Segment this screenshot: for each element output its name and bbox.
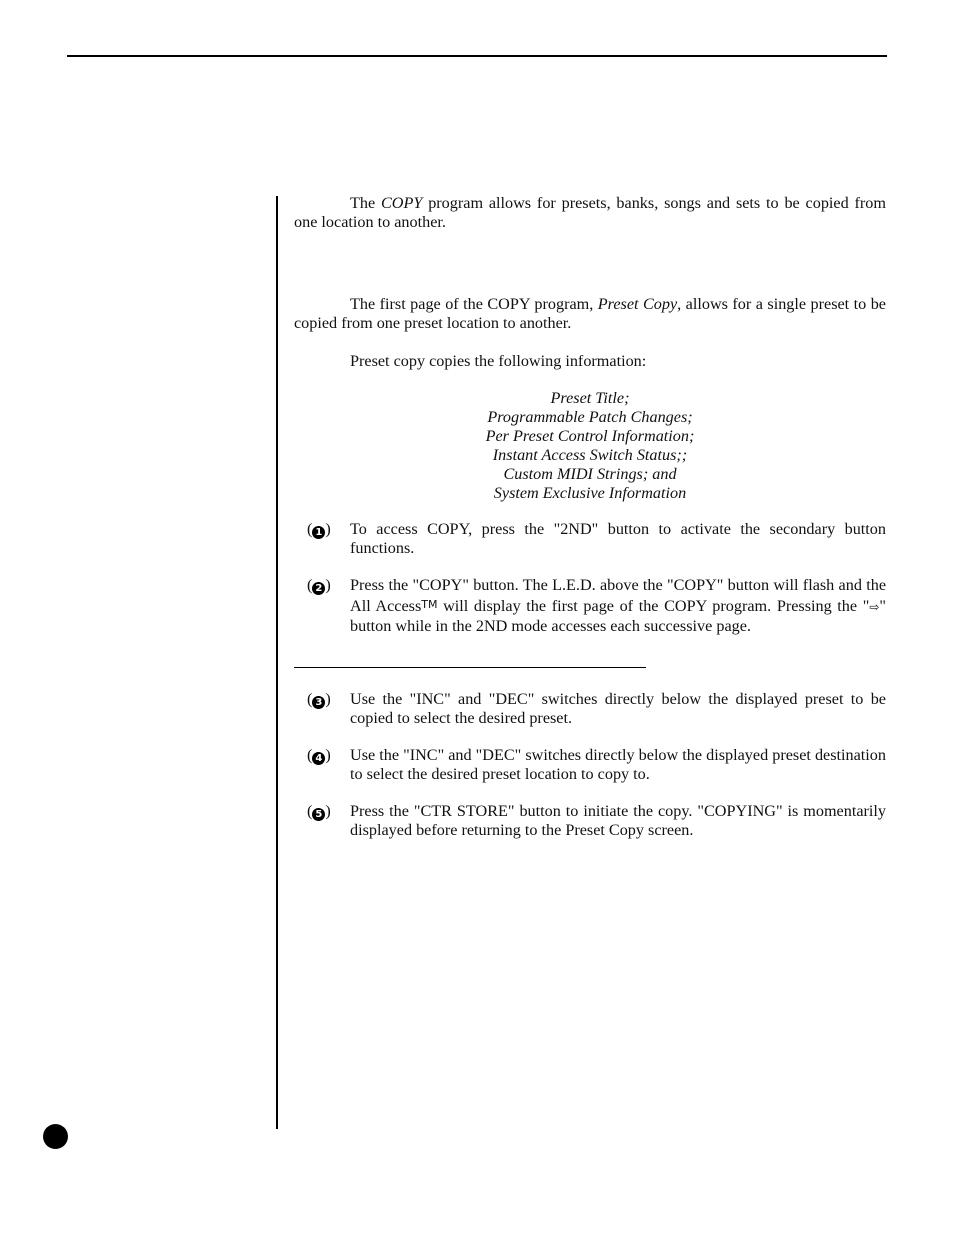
preset-copy-text-end: , allows for a single preset to be copied from one preset location to another. [294, 295, 886, 332]
intro-copy-emphasis: COPY [380, 194, 423, 212]
copied-items-list [294, 389, 886, 503]
step-number: ( 3 ) [307, 690, 331, 708]
step-text-part: Press the "COPY" button. The L.E.D. above the "COPY" button will flash and the All Access [350, 576, 886, 615]
copies-label: Preset copy copies the following information: [350, 352, 647, 370]
step-text: Use the "INC" and "DEC" switches directly below the displayed preset destination to select the desired preset location to copy to. [350, 746, 886, 783]
circled-number-icon: 3 [312, 696, 325, 709]
preset-copy-emphasis: Preset Copy [597, 295, 678, 313]
step-text: To access COPY, press the "2ND" button to activate the secondary button functions. [350, 520, 886, 557]
header-rule [67, 55, 887, 57]
step-4 [294, 746, 886, 784]
circled-number-icon: 4 [312, 752, 325, 765]
step-1 [294, 520, 886, 558]
intro-text-start: The [350, 194, 381, 212]
preset-copy-text-start: The first page of the COPY program, [350, 295, 598, 313]
page-marker-dot [43, 1124, 68, 1149]
step-text [350, 576, 886, 636]
preset-copy-paragraph [294, 295, 886, 333]
margin-rule [276, 196, 278, 1129]
list-item: Custom MIDI Strings; and [503, 465, 677, 483]
step-number: ( 4 ) [307, 746, 331, 764]
step-text: Press the "CTR STORE" button to initiate the copy. "COPYING" is momentarily displayed before returning to the Preset Copy screen. [350, 802, 886, 839]
step-number: ( 1 ) [307, 520, 331, 538]
list-item: System Exclusive Information [493, 484, 687, 502]
list-item: Preset Title; [550, 389, 630, 407]
trademark-symbol: TM [421, 598, 438, 611]
list-item: Programmable Patch Changes; [487, 408, 693, 426]
step-text-part: " button while in the 2ND mode accesses each successive page. [350, 597, 886, 635]
list-item: Per Preset Control Information; [485, 427, 695, 445]
circled-number-icon: 1 [312, 526, 325, 539]
step-number: ( 2 ) [307, 576, 331, 594]
intro-paragraph [294, 194, 886, 232]
list-item: Instant Access Switch Status;; [492, 446, 688, 464]
right-arrow-icon: ⇨ [869, 600, 880, 614]
circled-number-icon: 5 [312, 808, 325, 821]
step-5 [294, 802, 886, 840]
step-3 [294, 690, 886, 728]
section-divider [294, 667, 646, 668]
circled-number-icon: 2 [312, 582, 325, 595]
step-text: Use the "INC" and "DEC" switches directly below the displayed preset to be copied to select the desired preset. [350, 690, 886, 727]
intro-text-end: program allows for presets, banks, songs and sets to be copied from one location to another. [294, 194, 886, 231]
step-text-part: will display the first page of the COPY program. Pressing the " [437, 597, 870, 615]
step-2 [294, 576, 886, 636]
step-number: ( 5 ) [307, 802, 331, 820]
